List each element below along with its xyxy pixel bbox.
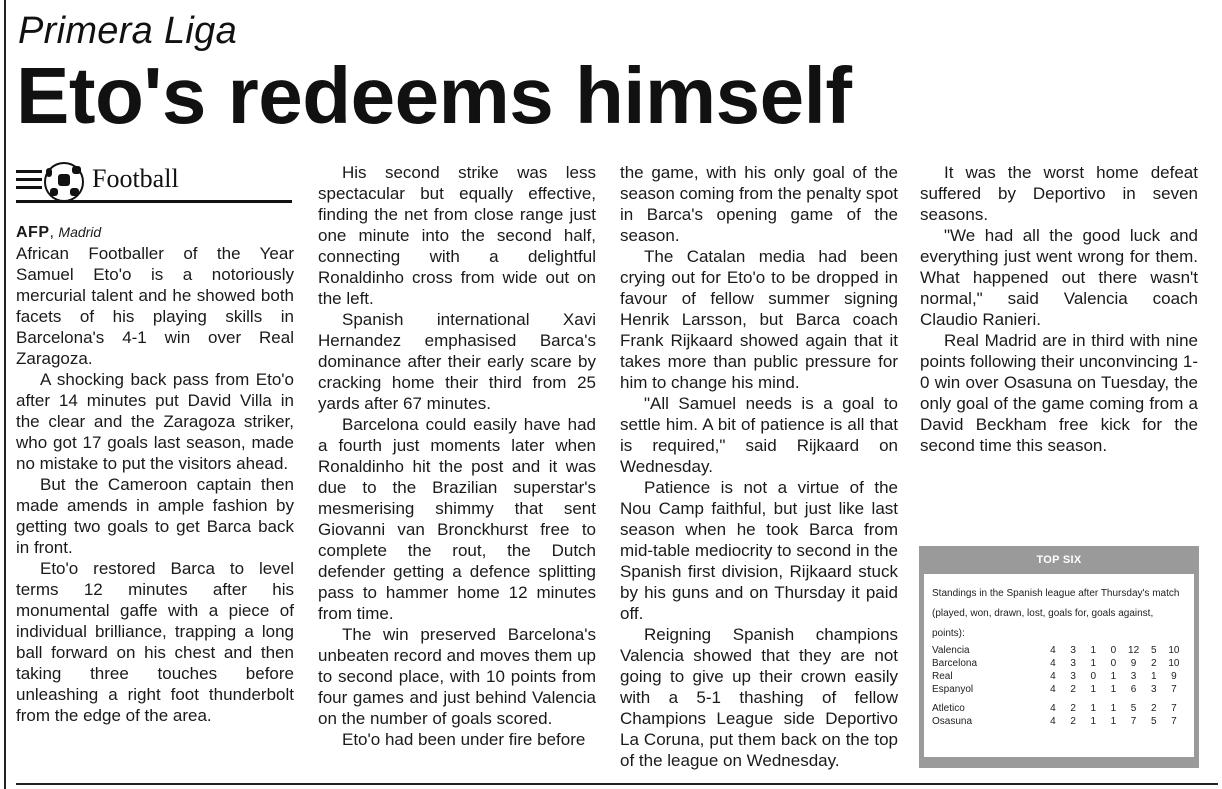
byline-agency: AFP [16,224,50,241]
standings-team: Atletico [932,703,965,714]
standings-value: 2 [1150,703,1157,714]
standings-value: 5 [1150,645,1157,656]
paragraph: The Catalan media had been crying out for Eto'o to be dropped in favour of fellow summer signing Henrik Larsson, but Barca coach Frank Rijkaard showed again that it takes more than public pressure for him to change his mind. [620,247,898,392]
standings-row [932,644,1184,657]
column-2 [318,162,596,750]
standings-value: 4 [1050,671,1056,682]
speed-lines [16,170,42,196]
section-rule [16,200,292,203]
paragraph: Eto'o had been under fire before [342,730,586,749]
standings-value: 10 [1168,658,1180,669]
paragraph: Patience is not a virtue of the Nou Camp faithful, but just like last season when he took Barca from mid-table mediocrity to second in the Spanish first division, Rijkaard stuck by his guns and on Thursday it paid off. [620,478,898,623]
standings-value: 10 [1168,645,1180,656]
standings-value: 3 [1070,671,1076,682]
standings-value: 0 [1090,671,1097,682]
standings-value: 3 [1130,671,1137,682]
standings-caption: Standings in the Spanish league after Thursday's match (played, won, drawn, lost, goals for, goals against, points): [932,588,1180,639]
standings-team: Barcelona [932,658,978,669]
football-icon [44,162,84,202]
standings-title: TOP SIX [1036,554,1082,566]
standings-value: 1 [1090,703,1097,714]
paragraph: Real Madrid are in third with nine points following their unconvincing 1-0 win over Osasuna on Tuesday, the only goal of the game coming from a David Beckham free kick for the second time this season. [920,331,1198,455]
paragraph: "All Samuel needs is a goal to settle him. A bit of patience is all that is required," said Rijkaard on Wednesday. [620,394,898,476]
paragraph: But the Cameroon captain then made amends in ample fashion by getting two goals to get Barca back in front. [16,475,294,557]
standings-value: 9 [1171,671,1177,682]
standings-panel [924,574,1194,757]
paragraph: The win preserved Barcelona's unbeaten record and moves them up to second place, with 10 points from four games and just behind Valencia on the number of goals scored. [318,625,596,728]
standings-row [932,670,1184,683]
paragraph: Spanish international Xavi Hernandez emphasised Barca's dominance after their early scare by cracking home their third from 25 yards after 67 minutes. [318,310,596,413]
standings-value: 2 [1070,684,1076,695]
standings-value: 12 [1128,645,1140,656]
standings-value: 2 [1070,703,1076,714]
standings-table [932,644,1184,728]
section-header [16,162,294,206]
standings-value: 3 [1070,645,1076,656]
paragraph: Reigning Spanish champions Valencia showed that they are not going to give up their crown easily with a 5-1 thashing of fellow Champions League side Deportivo La Coruna, put them back on the top of the league on Wednesday. [620,625,898,770]
kicker: Primera Liga [18,10,238,52]
standings-value: 2 [1150,658,1157,669]
standings-value: 6 [1130,684,1137,695]
standings-row [932,657,1184,670]
standings-value: 3 [1070,658,1076,669]
column-3 [620,162,898,771]
standings-value: 0 [1110,645,1117,656]
standings-value: 1 [1110,671,1117,682]
byline [16,222,294,243]
paragraph: Eto'o restored Barca to level terms 12 minutes after his monumental gaffe with a piece of individual brilliance, trapping a long ball forward on his chest and then taking three touches before unleashing a right foot thunderbolt from the edge of the area. [16,559,294,725]
headline: Eto's redeems himself [16,51,852,140]
left-border-rule [4,0,6,789]
byline-separator: , [49,224,54,241]
standings-value: 7 [1171,684,1177,695]
standings-value: 7 [1130,716,1137,727]
standings-value: 9 [1130,658,1137,669]
paragraph: the game, with his only goal of the season coming from the penalty spot in Barca's opening game of the season. [620,163,898,245]
standings-team: Valencia [932,645,970,656]
standings-value: 1 [1150,671,1157,682]
standings-value: 4 [1050,645,1056,656]
standings-value: 7 [1171,703,1177,714]
standings-value: 1 [1090,716,1097,727]
standings-value: 5 [1130,703,1137,714]
standings-row [932,683,1184,696]
standings-value: 4 [1050,684,1056,695]
section-label: Football [92,164,179,193]
standings-value: 4 [1050,716,1056,727]
paragraph: African Footballer of the Year Samuel Eto'o is a notoriously mercurial talent and he showed both facets of his playing skills in Barcelona's 4-1 win over Real Zaragoza. [16,244,294,368]
standings-row [932,696,1184,715]
column-1 [16,162,294,726]
column-4 [920,162,1198,456]
standings-value: 4 [1050,703,1056,714]
paragraph: It was the worst home defeat suffered by Deportivo in seven seasons. [920,163,1198,224]
standings-value: 5 [1150,716,1157,727]
standings-value: 1 [1110,703,1117,714]
standings-value: 0 [1110,658,1117,669]
standings-box [919,546,1199,768]
standings-value: 2 [1070,716,1076,727]
standings-team: Espanyol [932,684,974,695]
standings-value: 7 [1171,716,1177,727]
paragraph: Barcelona could easily have had a fourth just moments later when Ronaldinho hit the post and it was due to the Brazilian superstar's mesmerising shimmy that sent Giovanni van Bronckhurst free to complete the rout, the Dutch defender getting a defence splitting pass to hammer home 12 minutes from time. [318,415,596,623]
paragraph: A shocking back pass from Eto'o after 14 minutes put David Villa in the clear and the Zaragoza striker, who got 17 goals last season, made no mistake to put the visitors ahead. [16,370,294,473]
standings-value: 3 [1150,684,1157,695]
paragraph: His second strike was less spectacular but equally effective, finding the net from close range just one minute into the second half, connecting with a delightful Ronaldinho cross from wide out on the left. [318,163,596,308]
standings-value: 4 [1050,658,1056,669]
standings-value: 1 [1090,645,1097,656]
bottom-rule [16,783,1218,785]
standings-team: Real [932,671,953,682]
standings-value: 1 [1090,684,1097,695]
standings-row [932,715,1184,728]
byline-city: Madrid [58,224,102,240]
paragraph: "We had all the good luck and everything just went wrong for them. What happened out there wasn't normal," said Valencia coach Claudio Ranieri. [920,226,1198,329]
standings-value: 1 [1090,658,1097,669]
standings-team: Osasuna [932,716,973,727]
standings-value: 1 [1110,684,1117,695]
standings-value: 1 [1110,716,1117,727]
